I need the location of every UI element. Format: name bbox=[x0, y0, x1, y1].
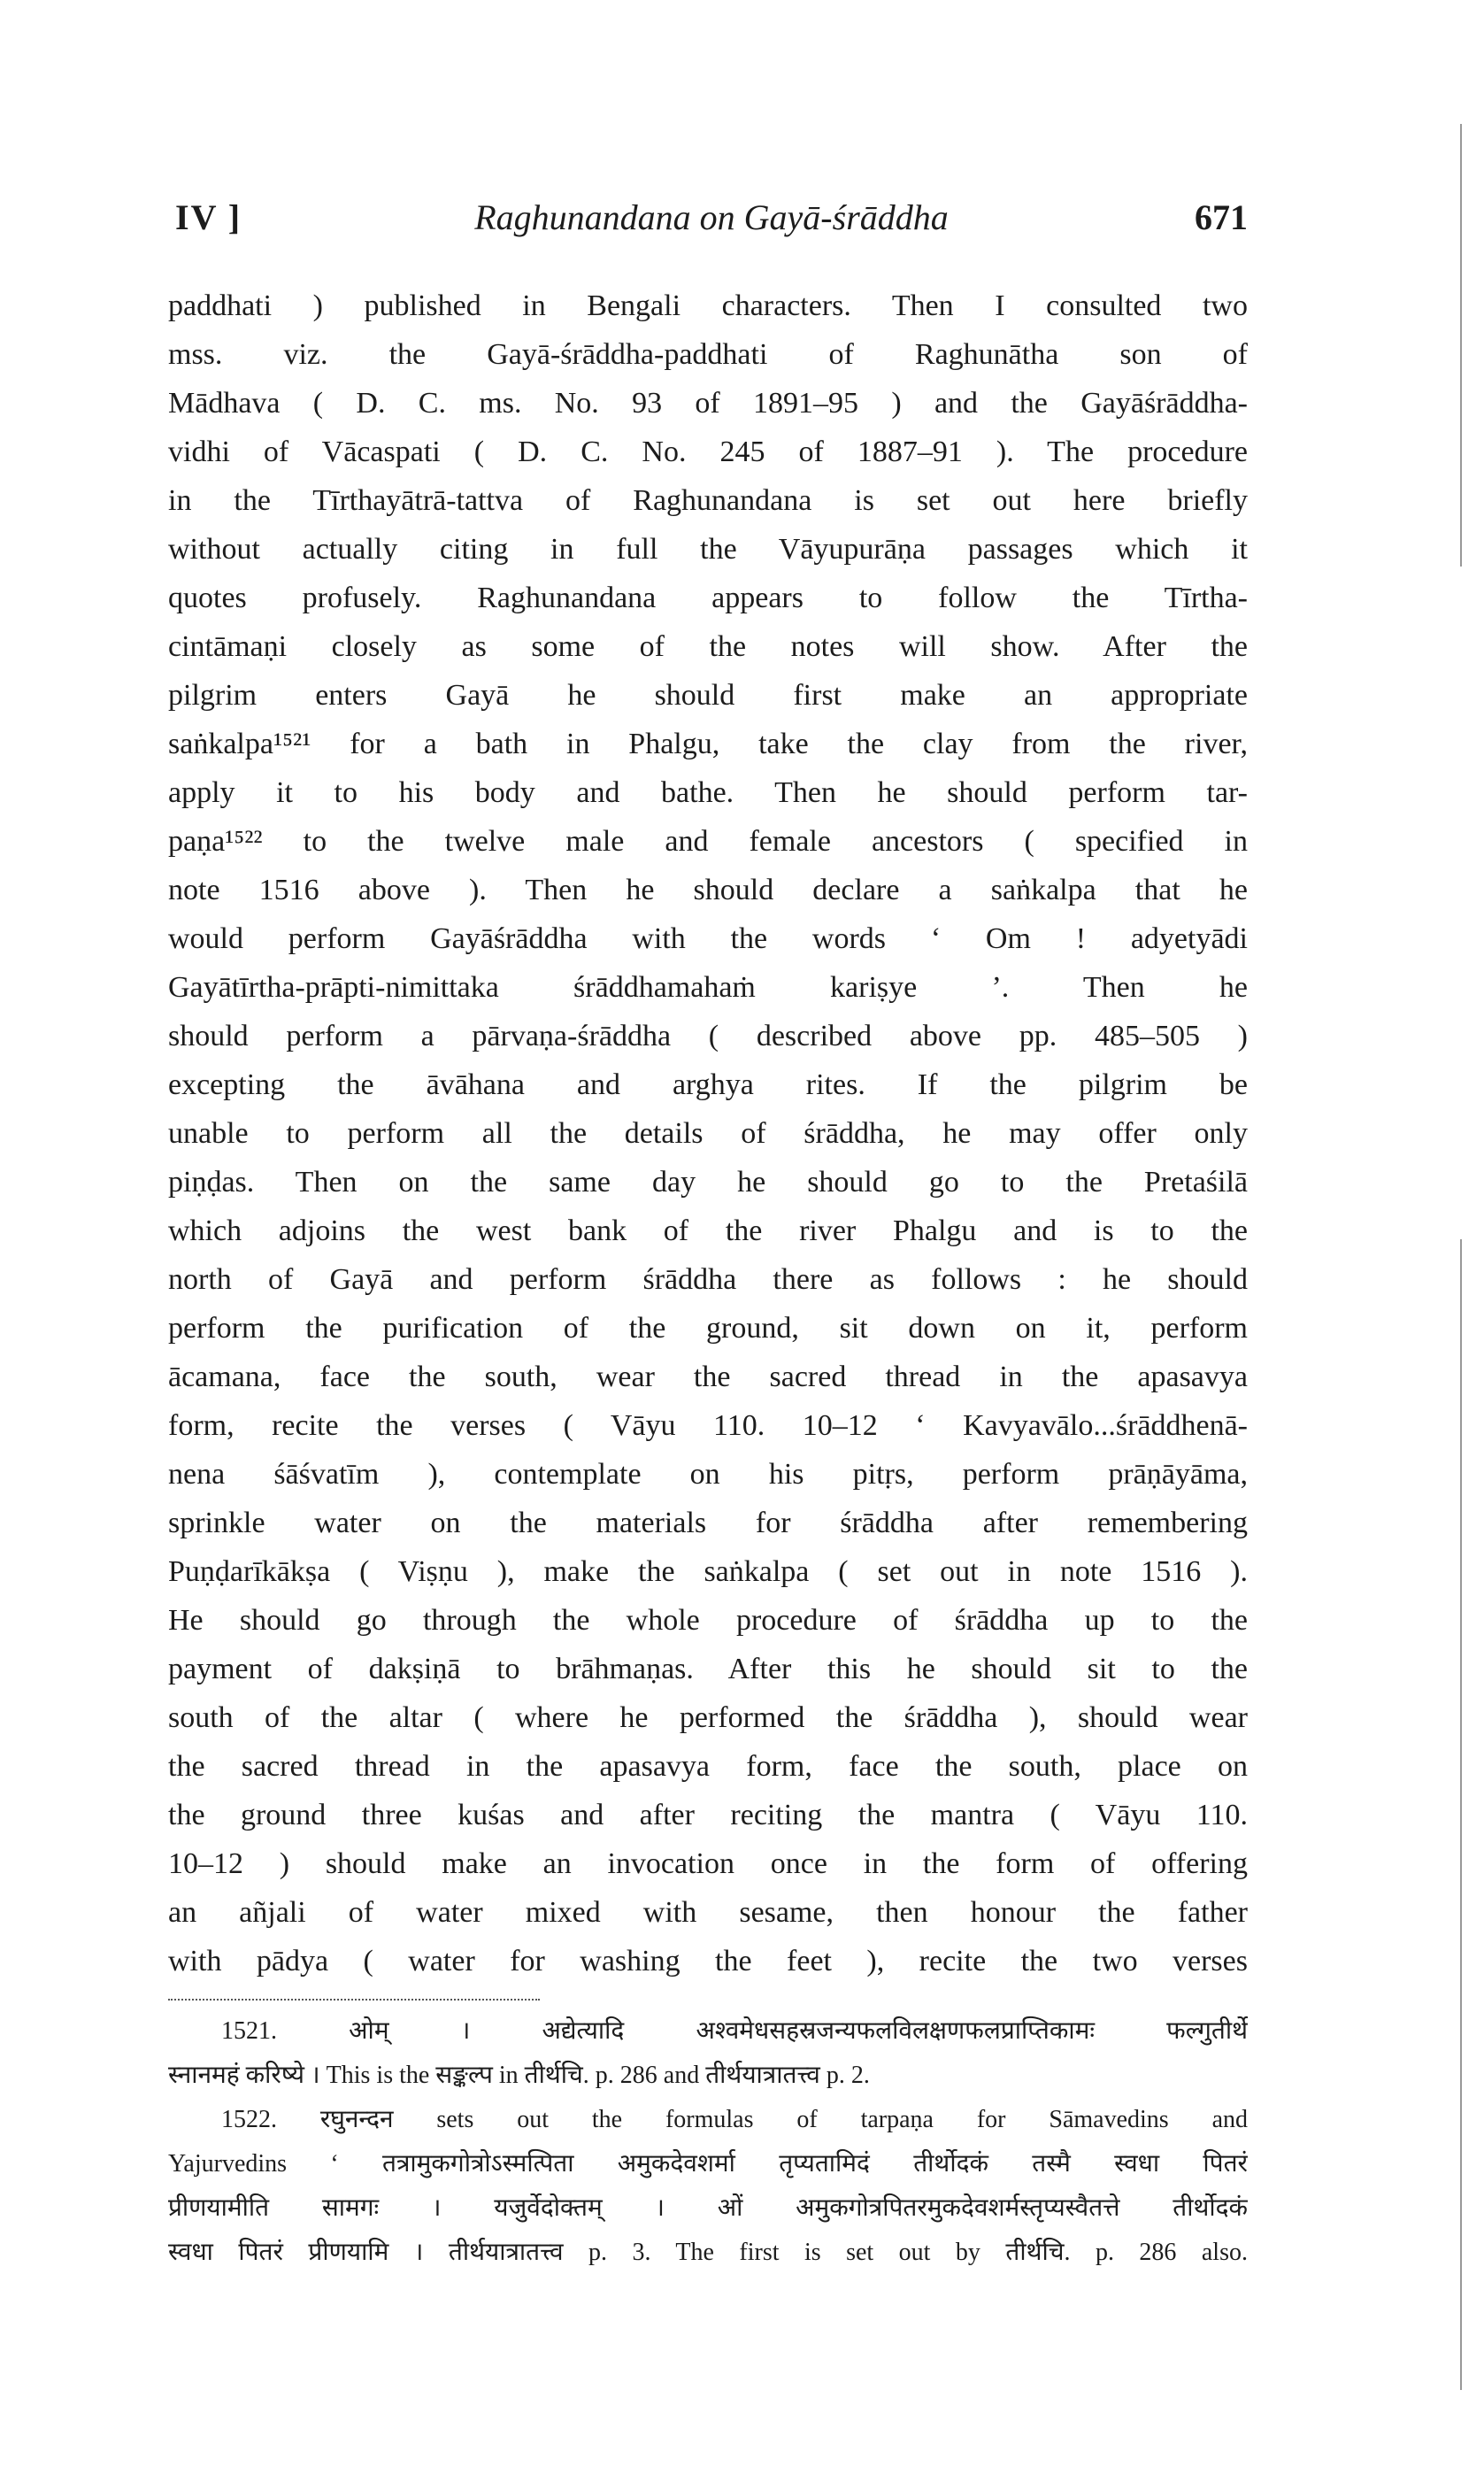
body-line: south of the altar ( where he performed the śrāddha ), should wear bbox=[168, 1701, 1248, 1734]
body-line: with pādya ( water for washing the feet ), recite the two verses bbox=[168, 1945, 1248, 1977]
body-line: pilgrim enters Gayā he should first make an appropriate bbox=[168, 679, 1248, 712]
body-text bbox=[168, 281, 1248, 1985]
footnote-line: प्रीणयामीति सामगः । यजुर्वेदोक्तम् । ओं अमुकगोत्रपितरमुकदेवशर्मस्तृप्यस्वैतत्ते तीर्थोदकं bbox=[168, 2194, 1248, 2222]
body-line: paṇa¹⁵²² to the twelve male and female ancestors ( specified in bbox=[168, 825, 1248, 858]
body-line: the ground three kuśas and after reciting the mantra ( Vāyu 110. bbox=[168, 1799, 1248, 1831]
footnote-line: स्वधा पितरं प्रीणयामि । तीर्थयात्रातत्त्व p. 3. The first is set out by तीर्थचि. p. 286 also. bbox=[168, 2239, 1248, 2266]
page-number: 671 bbox=[1195, 197, 1248, 237]
body-line: Mādhava ( D. C. ms. No. 93 of 1891–95 ) and the Gayāśrāddha- bbox=[168, 387, 1248, 420]
running-head bbox=[175, 197, 1248, 250]
body-line: should perform a pārvaṇa-śrāddha ( described above pp. 485–505 ) bbox=[168, 1020, 1248, 1052]
body-line: Puṇḍarīkākṣa ( Viṣṇu ), make the saṅkalpa ( set out in note 1516 ). bbox=[168, 1555, 1248, 1588]
body-line: nena śāśvatīm ), contemplate on his pitṛs, perform prāṇāyāma, bbox=[168, 1458, 1248, 1491]
body-line: Gayātīrtha-prāpti-nimittaka śrāddhamahaṁ kariṣye ’. Then he bbox=[168, 971, 1248, 1004]
body-line: vidhi of Vācaspati ( D. C. No. 245 of 1887–91 ). The procedure bbox=[168, 436, 1248, 468]
body-line: would perform Gayāśrāddha with the words ‘ Om ! adyetyādi bbox=[168, 922, 1248, 955]
body-line: ācamana, face the south, wear the sacred thread in the apasavya bbox=[168, 1361, 1248, 1393]
footnote-line: स्नानमहं करिष्ये । This is the सङ्कल्प in तीर्थचि. p. 286 and तीर्थयात्रातत्त्व p. 2. bbox=[168, 2062, 870, 2089]
body-line: form, recite the verses ( Vāyu 110. 10–12 ‘ Kavyavālo...śrāddhenā- bbox=[168, 1409, 1248, 1442]
scan-edge-mark bbox=[1460, 124, 1462, 567]
body-line: excepting the āvāhana and arghya rites. If the pilgrim be bbox=[168, 1068, 1248, 1101]
running-title: Raghunandana on Gayā-śrāddha bbox=[474, 197, 949, 237]
chapter-marker: IV ] bbox=[175, 197, 242, 237]
body-line: which adjoins the west bank of the river Phalgu and is to the bbox=[168, 1214, 1248, 1247]
body-line: quotes profusely. Raghunandana appears to follow the Tīrtha- bbox=[168, 582, 1248, 614]
footnotes bbox=[168, 2009, 1248, 2275]
scan-edge-mark bbox=[1460, 1239, 1462, 2390]
body-line: 10–12 ) should make an invocation once in the form of offering bbox=[168, 1847, 1248, 1880]
footnote-separator bbox=[168, 1990, 540, 2001]
body-line: piṇḍas. Then on the same day he should go to the Pretaśilā bbox=[168, 1166, 1248, 1199]
body-line: the sacred thread in the apasavya form, face the south, place on bbox=[168, 1750, 1248, 1783]
body-line: in the Tīrthayātrā-tattva of Raghunandana is set out here briefly bbox=[168, 484, 1248, 517]
body-line: an añjali of water mixed with sesame, then honour the father bbox=[168, 1896, 1248, 1929]
body-line: without actually citing in full the Vāyupurāṇa passages which it bbox=[168, 533, 1248, 566]
body-line: payment of dakṣiṇā to brāhmaṇas. After this he should sit to the bbox=[168, 1653, 1248, 1685]
body-line: note 1516 above ). Then he should declare a saṅkalpa that he bbox=[168, 874, 1248, 906]
body-line: apply it to his body and bathe. Then he should perform tar- bbox=[168, 776, 1248, 809]
body-line: mss. viz. the Gayā-śrāddha-paddhati of Raghunātha son of bbox=[168, 338, 1248, 371]
body-line: north of Gayā and perform śrāddha there as follows : he should bbox=[168, 1263, 1248, 1296]
body-line: paddhati ) published in Bengali characters. Then I consulted two bbox=[168, 289, 1248, 322]
footnote-line: 1521. ओम् । अद्येत्यादि अश्वमेधसहस्रजन्यफलविलक्षणफलप्राप्तिकामः फल्गुतीर्थे bbox=[221, 2017, 1248, 2045]
body-line: He should go through the whole procedure of śrāddha up to the bbox=[168, 1604, 1248, 1637]
footnote-line: 1522. रघुनन्दन sets out the formulas of tarpaṇa for Sāmavedins and bbox=[221, 2106, 1248, 2133]
footnote-line: Yajurvedins ‘ तत्रामुकगोत्रोऽस्मत्पिता अमुकदेवशर्मा तृप्यतामिदं तीर्थोदकं तस्मै स्वधा पितरं bbox=[168, 2150, 1248, 2178]
body-line: saṅkalpa¹⁵²¹ for a bath in Phalgu, take the clay from the river, bbox=[168, 728, 1248, 760]
body-line: cintāmaṇi closely as some of the notes will show. After the bbox=[168, 630, 1248, 663]
body-line: unable to perform all the details of śrāddha, he may offer only bbox=[168, 1117, 1248, 1150]
body-line: sprinkle water on the materials for śrāddha after remembering bbox=[168, 1507, 1248, 1539]
body-line: perform the purification of the ground, sit down on it, perform bbox=[168, 1312, 1248, 1345]
